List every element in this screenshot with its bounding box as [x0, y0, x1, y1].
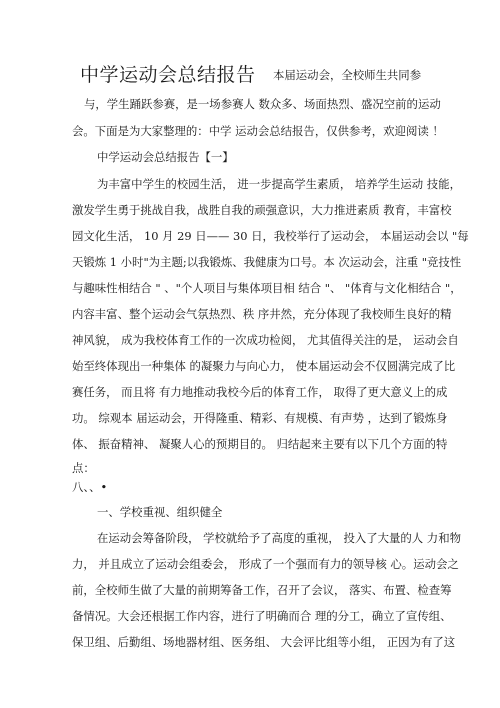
intro-line-2: 与，学生踊跃参赛，是一场参赛人 数众多、场面热烈、盛况空前的运动 [84, 97, 441, 111]
body-line: 为丰富中学生的校园生活， 进一步提高学生素质， 培养学生运动 技能， [97, 177, 461, 191]
intro-line-1: 本届运动会，全校师生共同参 [273, 68, 422, 82]
body-line: 八、、• [72, 480, 108, 494]
subsection-heading: 一、学校重视、组织健全 [97, 505, 223, 519]
body-line: 力， 并且成立了运动会组委会， 形成了一个强而有力的领导核 心。运动会之 [72, 557, 459, 571]
body-line: 点： [72, 461, 95, 475]
body-line: 与趣味性相结合 " 、"个人项目与集体项目相 结合 "、 "体育与文化相结合 "， [72, 281, 462, 295]
body-line: 在运动会筹备阶段， 学校就给予了高度的重视， 投入了大量的人 力和物 [97, 531, 461, 545]
body-line: 前，全校师生做了大量的前期筹备工作，召开了会议， 落实、布置、检查筹 [72, 583, 452, 597]
body-line: 神风貌， 成为我校体育工作的一次成功检阅， 尤其值得关注的是， 运动会自 [72, 333, 459, 347]
section-heading: 中学运动会总结报告【一】 [97, 150, 234, 164]
body-line: 天锻炼 1 小时"为主题;以我锻炼、我健康为口号。本 次运动会，注重 "竞技性 [72, 255, 462, 269]
body-line: 功。 综观本 届运动会，开得隆重、精彩、有规模、有声势 ，达到了锻炼身 [72, 411, 448, 425]
body-line: 内容丰富、整个运动会气氛热烈、秩 序井然，充分体现了我校师生良好的精 [72, 307, 452, 321]
body-line: 始至终体现出一种集体 的凝聚力与向心力， 使本届运动会不仅圆满完成了比 [72, 359, 456, 373]
body-line: 园文化生活， 10 月 29 日—— 30 日，我校举行了运动会， 本届运动会以 "每 [72, 229, 469, 243]
body-line: 保卫组、后勤组、场地器材组、医务组、 大会评比组等小组， 正因为有了这 [72, 635, 456, 649]
body-line: 赛任务， 而且将 有力地推动我校今后的体育工作， 取得了更大意义上的成 [72, 385, 448, 399]
body-line: 备情况。大会还根据工作内容，进行了明确而合 理的分工，确立了宣传组、 [72, 609, 452, 623]
intro-line-3: 会。下面是为大家整理的：中学 运动会总结报告，仅供参考，欢迎阅读 ！ [72, 124, 444, 138]
body-line: 激发学生勇于挑战自我，战胜自我的顽强意识，大力推进素质 教育，丰富校 [72, 203, 452, 217]
body-line: 体、 振奋精神、 凝聚人心的预期目的。 归结起来主要有以下几个方面的特 [72, 437, 448, 451]
document-title: 中学运动会总结报告 [80, 64, 256, 86]
